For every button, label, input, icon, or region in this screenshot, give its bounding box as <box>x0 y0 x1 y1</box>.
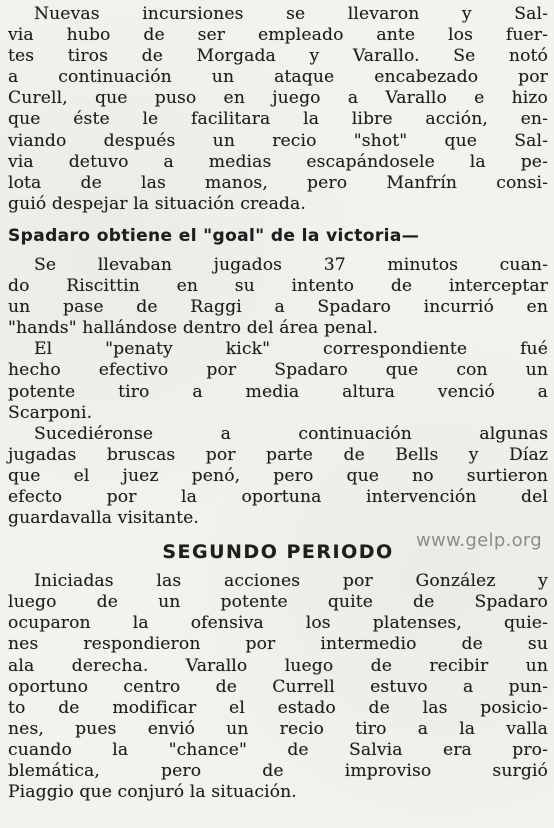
paragraph-2 <box>8 255 548 339</box>
text-line: a continuación un ataque encabezado por <box>8 67 548 88</box>
text-line: tes tiros de Morgada y Varallo. Se notó <box>8 46 548 67</box>
text-line: que éste le facilitara la libre acción, en- <box>8 109 548 130</box>
section-heading-second-period: SEGUNDO PERIODO <box>162 541 394 564</box>
text-line: cuando la "chance" de Salvia era pro- <box>8 739 548 760</box>
text-line: guardavalla visitante. <box>8 508 199 529</box>
text-line: "hands" hallándose dentro del área penal. <box>8 318 379 339</box>
section-heading-goal: Spadaro obtiene el "goal" de la victoria— <box>8 225 420 246</box>
text-line: ala derecha. Varallo luego de recibir un <box>8 655 548 676</box>
text-line: via detuvo a medias escapándosele la pe- <box>8 151 548 172</box>
text-line: efecto por la oportuna intervención del <box>8 486 548 507</box>
text-line: ocuparon la ofensiva los platenses, quie- <box>8 613 548 634</box>
text-line: guió despejar la situación creada. <box>8 193 306 214</box>
text-line: Iniciadas las acciones por González y <box>34 571 548 592</box>
text-line: Curell, que puso en juego a Varallo e hizo <box>8 88 548 109</box>
text-line: Se llevaban jugados 37 minutos cuan- <box>34 254 548 275</box>
text-line: que el juez penó, pero que no surtieron <box>8 465 548 486</box>
text-line: to de modificar el estado de las posicio- <box>8 697 548 718</box>
text-line: blemática, pero de improviso surgió <box>8 761 548 781</box>
paragraph-3 <box>8 339 548 423</box>
text-line: viando después un recio "shot" que Sal- <box>8 130 548 151</box>
text-line: nes, pues envió un recio tiro a la valla <box>8 718 548 739</box>
text-line: do Riscittin en su intento de interceptar <box>8 276 548 297</box>
text-line: nes respondieron por intermedio de su <box>8 634 548 655</box>
paragraph-1 <box>8 4 548 215</box>
text-line: un pase de Raggi a Spadaro incurrió en <box>8 297 548 318</box>
text-line: Nuevas incursiones se llevaron y Sal- <box>34 4 548 24</box>
text-line: Sucediéronse a continuación algunas <box>34 423 548 444</box>
text-line: El "penaty kick" correspondiente fué <box>34 339 548 360</box>
text-line: potente tiro a media altura venció a <box>8 381 548 402</box>
text-line: Piaggio que conjuró la situación. <box>8 782 297 803</box>
text-line: lota de las manos, pero Manfrín consi- <box>8 172 548 193</box>
watermark-text: www.gelp.org <box>415 530 542 551</box>
paragraph-5 <box>8 571 548 803</box>
text-line: oportuno centro de Currell estuvo a pun- <box>8 676 548 697</box>
text-line: luego de un potente quite de Spadaro <box>8 592 548 613</box>
text-line: hecho efectivo por Spadaro que con un <box>8 360 548 381</box>
text-line: Scarponi. <box>8 402 93 423</box>
paragraph-4 <box>8 424 548 529</box>
text-line: jugadas bruscas por parte de Bells y Díaz <box>8 444 548 465</box>
text-line: via hubo de ser empleado ante los fuer- <box>8 25 548 46</box>
